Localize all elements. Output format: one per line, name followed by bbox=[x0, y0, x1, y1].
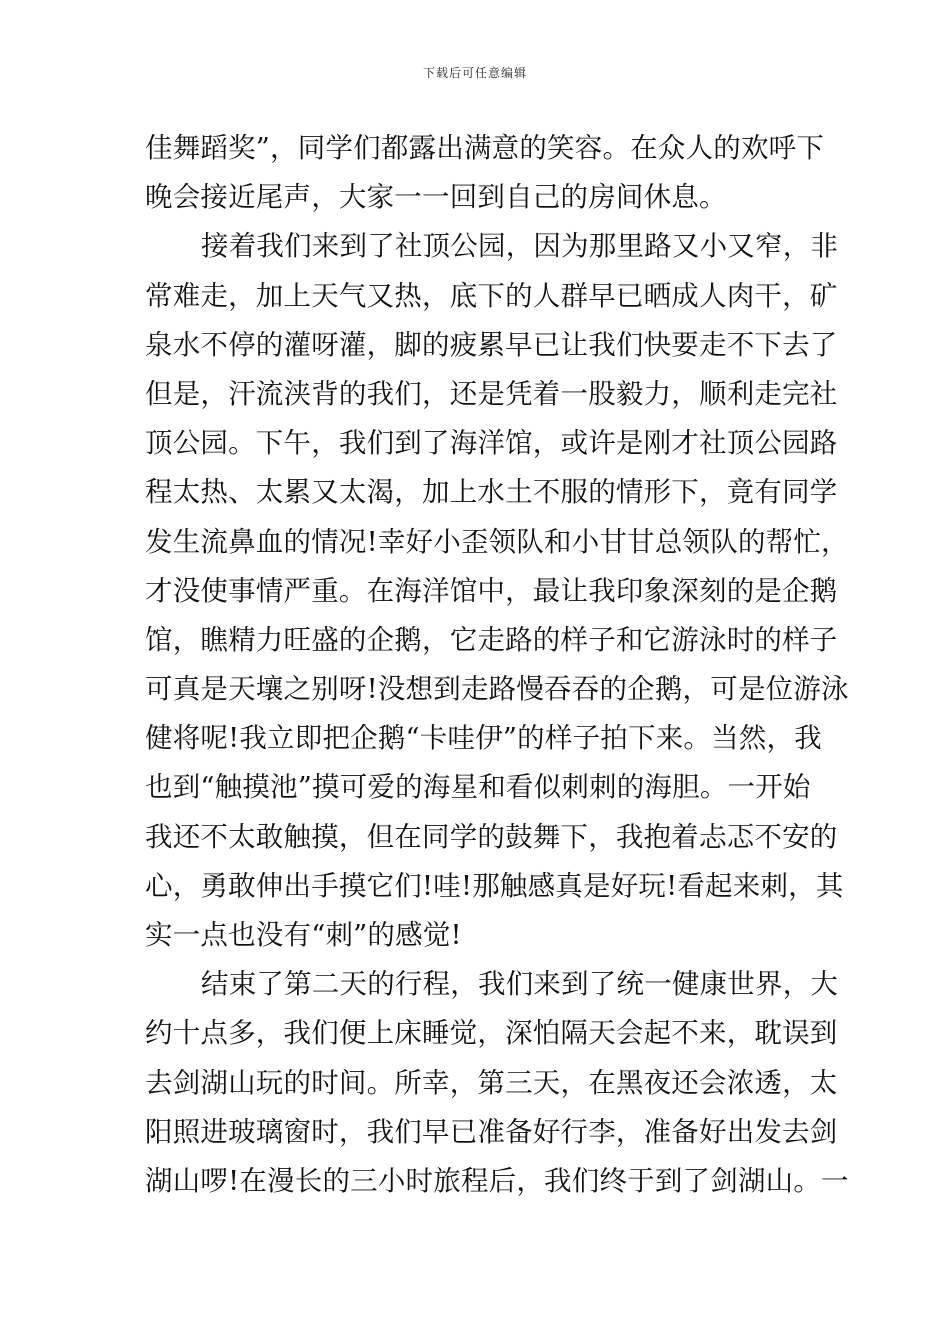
paragraph-start-line: 结束了第二天的行程，我们来到了统一健康世界，大 bbox=[201, 968, 839, 1001]
text-line: 也到“触摸池”摸可爱的海星和看似刺刺的海胆。一开始 bbox=[145, 771, 811, 804]
text-line: 健将呢!我立即把企鹅“卡哇伊”的样子拍下来。当然，我 bbox=[145, 722, 822, 755]
text-line: 泉水不停的灌呀灌，脚的疲累早已让我们快要走不下去了 bbox=[145, 328, 838, 361]
document-body bbox=[145, 124, 849, 1206]
text-line: 但是，汗流浃背的我们，还是凭着一股毅力，顺利走完社 bbox=[145, 377, 838, 410]
text-line: 可真是天壤之别呀!没想到走路慢吞吞的企鹅，可是位游泳 bbox=[145, 673, 849, 706]
text-line: 晚会接近尾声，大家一一回到自己的房间休息。 bbox=[145, 181, 727, 214]
text-line: 阳照进玻璃窗时，我们早已准备好行李，准备好出发去剑 bbox=[145, 1115, 838, 1148]
paragraph-start-line: 接着我们来到了社顶公园，因为那里路又小又窄，非 bbox=[201, 230, 839, 263]
text-line: 顶公园。下午，我们到了海洋馆，或许是刚才社顶公园路 bbox=[145, 427, 838, 460]
text-line: 馆，瞧精力旺盛的企鹅，它走路的样子和它游泳时的样子 bbox=[145, 623, 838, 656]
text-line: 去剑湖山玩的时间。所幸，第三天，在黑夜还会浓透，太 bbox=[145, 1066, 838, 1099]
page-header: 下载后可任意编辑 bbox=[422, 66, 527, 80]
text-line: 常难走，加上天气又热，底下的人群早已晒成人肉干，矿 bbox=[145, 279, 838, 312]
text-line: 佳舞蹈奖”，同学们都露出满意的笑容。在众人的欢呼下 bbox=[145, 132, 825, 164]
text-line: 我还不太敢触摸，但在同学的鼓舞下，我抱着忐忑不安的 bbox=[145, 820, 838, 853]
text-line: 实一点也没有“刺”的感觉! bbox=[145, 919, 462, 951]
text-line: 约十点多，我们便上床睡觉，深怕隔天会起不来，耽误到 bbox=[145, 1017, 838, 1050]
text-line: 湖山啰!在漫长的三小时旅程后，我们终于到了剑湖山。一 bbox=[145, 1164, 849, 1197]
text-line: 才没使事情严重。在海洋馆中，最让我印象深刻的是企鹅 bbox=[145, 574, 838, 607]
text-line: 程太热、太累又太渴，加上水土不服的情形下，竟有同学 bbox=[145, 476, 838, 509]
text-line: 心，勇敢伸出手摸它们!哇!那触感真是好玩!看起来刺，其 bbox=[145, 869, 844, 902]
text-line: 发生流鼻血的情况!幸好小歪领队和小甘甘总领队的帮忙， bbox=[145, 525, 849, 558]
